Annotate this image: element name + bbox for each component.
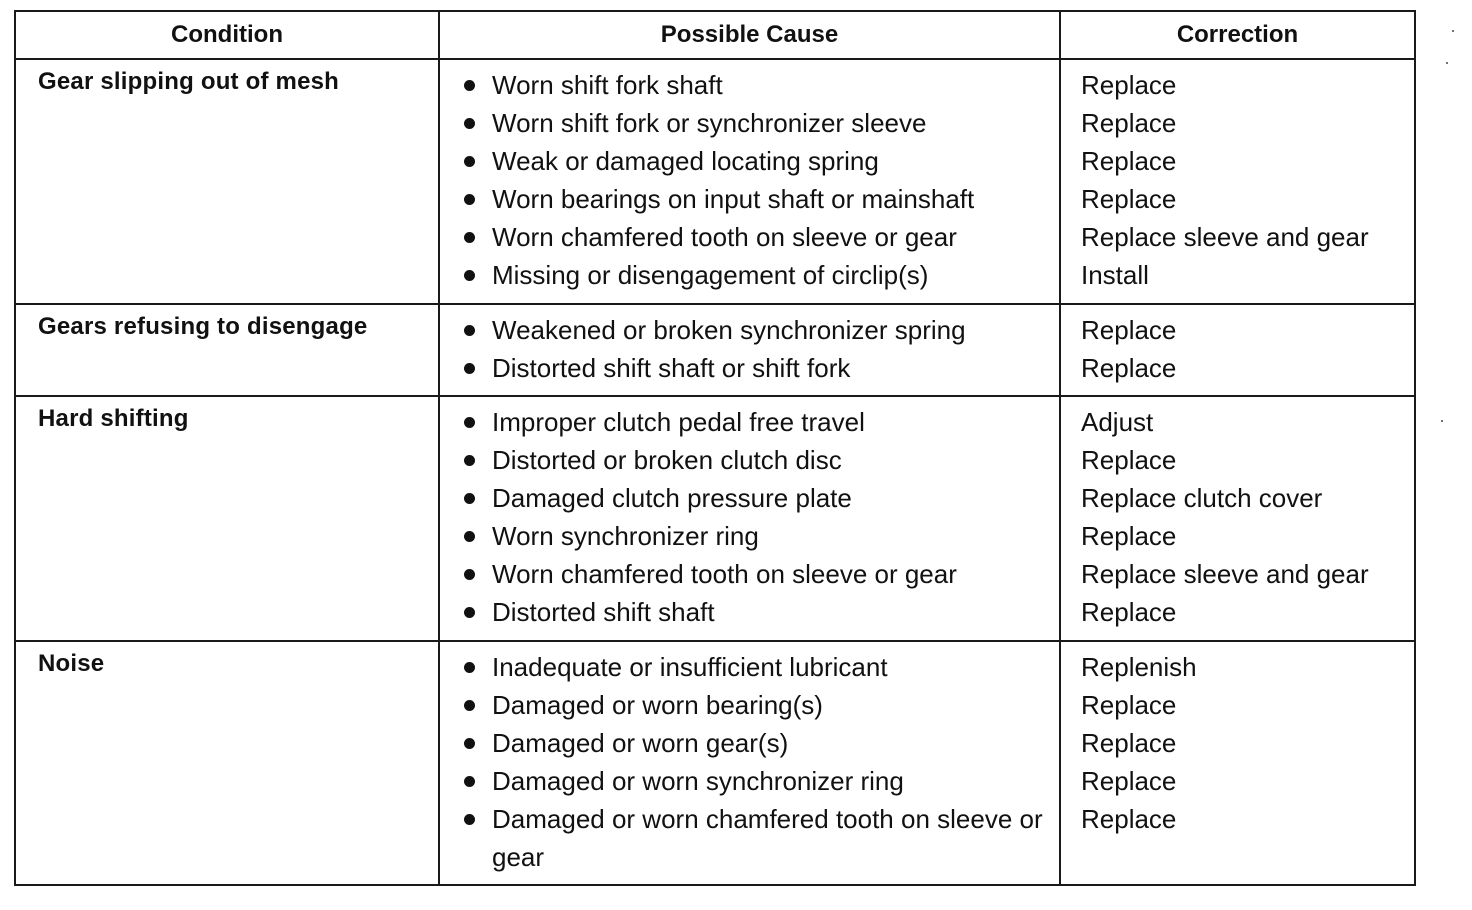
bullet-icon bbox=[464, 80, 475, 91]
cause-text: Missing or disengagement of circlip(s) bbox=[492, 260, 929, 290]
correction-item: Replace bbox=[1081, 108, 1177, 138]
cause-text: Worn chamfered tooth on sleeve or gear bbox=[492, 222, 957, 252]
possible-cause-cell bbox=[439, 641, 1060, 885]
bullet-icon bbox=[464, 232, 475, 243]
cause-text: Worn synchronizer ring bbox=[492, 521, 759, 551]
correction-item: Replace bbox=[1081, 728, 1177, 758]
troubleshooting-table bbox=[14, 10, 1416, 886]
cause-item bbox=[456, 349, 1059, 387]
correction-list bbox=[1081, 311, 1414, 387]
table-row bbox=[15, 396, 1415, 641]
cause-text: Damaged or worn chamfered tooth on sleeve or gear bbox=[492, 804, 1043, 872]
condition-cell: Hard shifting bbox=[15, 396, 439, 641]
cause-text: Distorted shift shaft or shift fork bbox=[492, 353, 851, 383]
cause-text: Damaged or worn synchronizer ring bbox=[492, 766, 904, 796]
correction-item: Replace bbox=[1081, 766, 1177, 796]
correction-item: Replace bbox=[1081, 445, 1177, 475]
scan-speck bbox=[1446, 62, 1448, 64]
correction-list bbox=[1081, 403, 1414, 631]
header-row bbox=[15, 11, 1415, 59]
correction-item: Replace bbox=[1081, 597, 1177, 627]
table-row bbox=[15, 304, 1415, 396]
correction-cell bbox=[1060, 59, 1415, 304]
correction-item: Install bbox=[1081, 260, 1149, 290]
cause-text: Worn chamfered tooth on sleeve or gear bbox=[492, 559, 957, 589]
correction-item: Adjust bbox=[1081, 407, 1154, 437]
correction-item: Replace bbox=[1081, 690, 1177, 720]
correction-item: Replace bbox=[1081, 70, 1177, 100]
cause-list bbox=[456, 403, 1059, 631]
cause-item bbox=[456, 180, 1059, 218]
cause-item bbox=[456, 517, 1059, 555]
cause-item bbox=[456, 66, 1059, 104]
bullet-icon bbox=[464, 455, 475, 466]
cause-text: Distorted shift shaft bbox=[492, 597, 715, 627]
correction-item: Replenish bbox=[1081, 652, 1197, 682]
correction-list bbox=[1081, 648, 1414, 838]
cause-item bbox=[456, 686, 1059, 724]
cause-text: Worn bearings on input shaft or mainshaft bbox=[492, 184, 975, 214]
condition-cell: Gears refusing to disengage bbox=[15, 304, 439, 396]
header-correction: Correction bbox=[1060, 11, 1415, 59]
cause-text: Distorted or broken clutch disc bbox=[492, 445, 842, 475]
bullet-icon bbox=[464, 270, 475, 281]
correction-item: Replace sleeve and gear bbox=[1081, 559, 1369, 589]
correction-item: Replace clutch cover bbox=[1081, 483, 1323, 513]
cause-item bbox=[456, 218, 1059, 256]
correction-list bbox=[1081, 66, 1414, 294]
cause-item bbox=[456, 104, 1059, 142]
cause-text: Damaged clutch pressure plate bbox=[492, 483, 852, 513]
bullet-icon bbox=[464, 662, 475, 673]
cause-list bbox=[456, 311, 1059, 387]
cause-item bbox=[456, 800, 1059, 876]
correction-item: Replace bbox=[1081, 521, 1177, 551]
bullet-icon bbox=[464, 607, 475, 618]
bullet-icon bbox=[464, 118, 475, 129]
bullet-icon bbox=[464, 194, 475, 205]
cause-text: Improper clutch pedal free travel bbox=[492, 407, 865, 437]
possible-cause-cell bbox=[439, 59, 1060, 304]
cause-item bbox=[456, 311, 1059, 349]
correction-item: Replace bbox=[1081, 146, 1177, 176]
correction-cell bbox=[1060, 396, 1415, 641]
bullet-icon bbox=[464, 814, 475, 825]
condition-cell: Noise bbox=[15, 641, 439, 885]
cause-item bbox=[456, 555, 1059, 593]
correction-item: Replace bbox=[1081, 315, 1177, 345]
bullet-icon bbox=[464, 569, 475, 580]
bullet-icon bbox=[464, 156, 475, 167]
bullet-icon bbox=[464, 363, 475, 374]
bullet-icon bbox=[464, 417, 475, 428]
header-condition: Condition bbox=[15, 11, 439, 59]
cause-text: Worn shift fork shaft bbox=[492, 70, 723, 100]
cause-item bbox=[456, 479, 1059, 517]
scan-speck bbox=[1452, 30, 1454, 32]
cause-item bbox=[456, 762, 1059, 800]
condition-cell: Gear slipping out of mesh bbox=[15, 59, 439, 304]
cause-text: Damaged or worn gear(s) bbox=[492, 728, 789, 758]
possible-cause-cell bbox=[439, 396, 1060, 641]
bullet-icon bbox=[464, 531, 475, 542]
cause-text: Weak or damaged locating spring bbox=[492, 146, 879, 176]
cause-text: Damaged or worn bearing(s) bbox=[492, 690, 823, 720]
bullet-icon bbox=[464, 738, 475, 749]
possible-cause-cell bbox=[439, 304, 1060, 396]
cause-item bbox=[456, 724, 1059, 762]
scan-speck bbox=[1441, 420, 1443, 422]
cause-text: Inadequate or insufficient lubricant bbox=[492, 652, 888, 682]
cause-text: Worn shift fork or synchronizer sleeve bbox=[492, 108, 927, 138]
table-row bbox=[15, 59, 1415, 304]
correction-item: Replace bbox=[1081, 184, 1177, 214]
correction-cell bbox=[1060, 641, 1415, 885]
cause-list bbox=[456, 66, 1059, 294]
table-row bbox=[15, 641, 1415, 885]
table-body bbox=[15, 59, 1415, 885]
correction-item: Replace bbox=[1081, 353, 1177, 383]
bullet-icon bbox=[464, 700, 475, 711]
bullet-icon bbox=[464, 493, 475, 504]
cause-list bbox=[456, 648, 1059, 876]
cause-item bbox=[456, 593, 1059, 631]
cause-item bbox=[456, 403, 1059, 441]
header-possible-cause: Possible Cause bbox=[439, 11, 1060, 59]
cause-item bbox=[456, 648, 1059, 686]
cause-text: Weakened or broken synchronizer spring bbox=[492, 315, 966, 345]
troubleshooting-table-container bbox=[14, 10, 1414, 886]
cause-item bbox=[456, 142, 1059, 180]
bullet-icon bbox=[464, 325, 475, 336]
correction-cell bbox=[1060, 304, 1415, 396]
bullet-icon bbox=[464, 776, 475, 787]
cause-item bbox=[456, 441, 1059, 479]
cause-item bbox=[456, 256, 1059, 294]
correction-item: Replace bbox=[1081, 804, 1177, 834]
correction-item: Replace sleeve and gear bbox=[1081, 222, 1369, 252]
